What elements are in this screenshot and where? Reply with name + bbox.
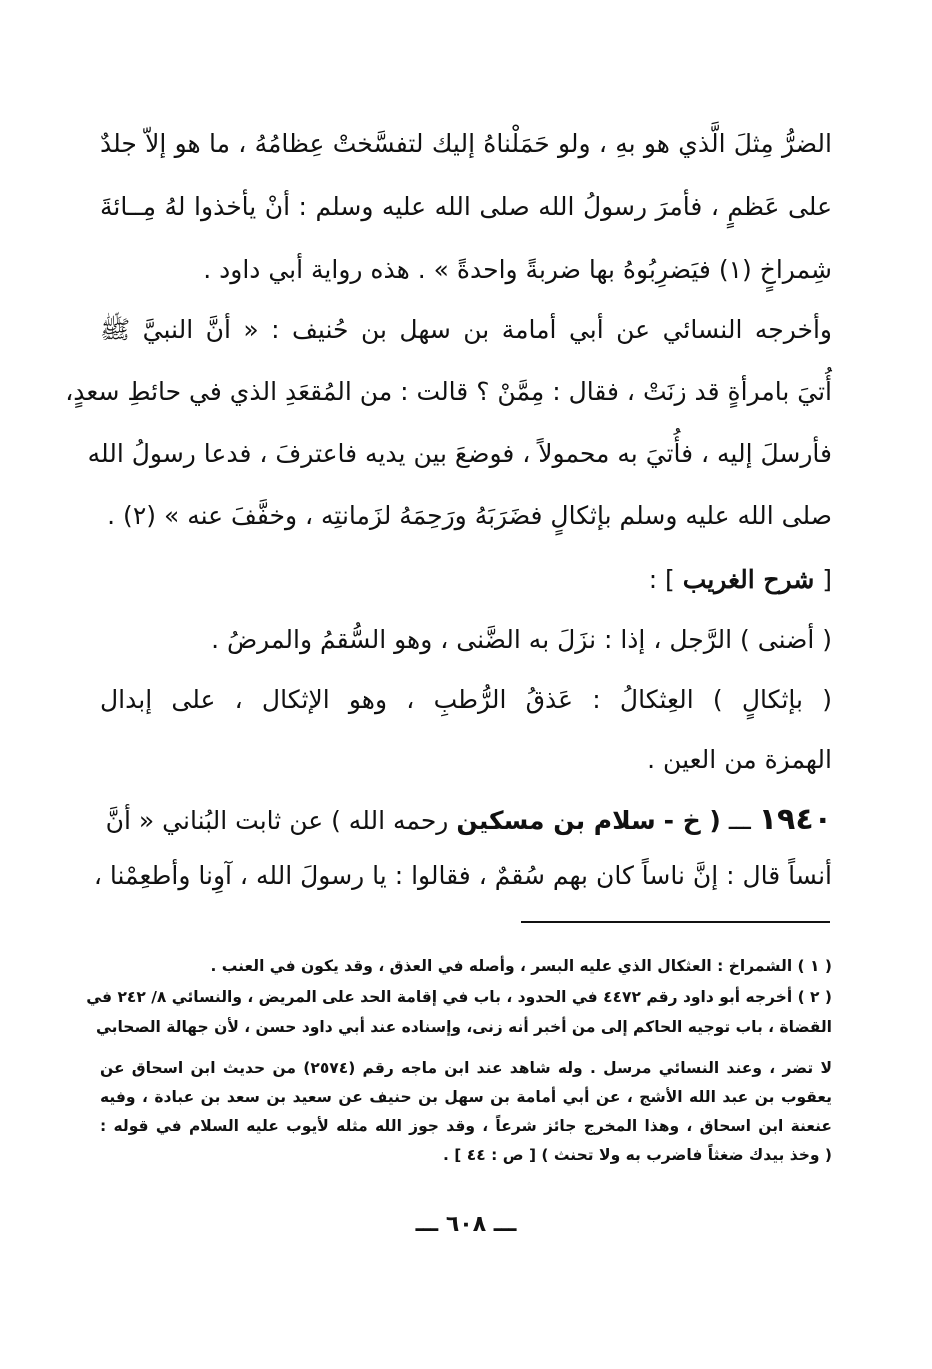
footnote-2-line-3: لا تضر ، وعند النسائي مرسل . وله شاهد عند ابن ماجه رقم (٢٥٧٤) من حديث ابن اسحاق عن [100,1059,832,1077]
footnote-2-line-2: القضاة ، باب توجيه الحاكم إلى من أخبر أنه زنى، وإسناده عند أبي داود حسن ، لأن جهالة الصحابي [95,1018,832,1036]
gharib-heading-label: شرح الغريب [682,565,815,594]
body-line-6: فأرسلَ إليه ، فأُتيَ به محمولاً ، فوضعَ بين يديه فاعترفَ ، فدعا رسولُ الله [87,439,832,468]
gharib-heading [100,560,832,600]
hadith-source-name: سلام بن مسكين [456,806,656,835]
footnote-2-line-1: ( ٢ ) أخرجه أبو داود رقم ٤٤٧٢ في الحدود ، باب في إقامة الحد على المريض ، والنسائي ٨/ ٢٤٢ في [86,988,832,1006]
footnote-2-line-4: يعقوب بن عبد الله الأشج ، عن أبي أمامة بن سهل بن حنيف عن سعيد بن سعد بن عبادة ، وفيه [100,1088,832,1106]
hadith-source-open: ( خ - [663,806,721,835]
hadith-1940-line-2: أنساً قال : إنَّ ناساً كان بهم سُقمٌ ، فقالوا : يا رسولَ الله ، آوِنا وأطعِمْنا ، [93,861,832,890]
footnote-2-line-5: عنعنة ابن اسحاق ، وهذا المخرج جائز شرعاً ، وقد جوز الله مثله لأيوب عليه السلام في قوله : [100,1117,832,1135]
body-line-2: على عَظمٍ ، فأمرَ رسولُ الله صلى الله عليه وسلم : أنْ يأخذوا لهُ مِــائةَ [100,192,832,221]
body-line-5: أُتيَ بامرأةٍ قد زنَتْ ، فقال : مِمَّنْ ؟ قالت : من المُقعَدِ الذي في حائطِ سعدٍ، [65,377,832,406]
hadith-source-close: رحمه الله ) [331,806,449,835]
gharib-line-3: الهمزة من العين . [647,745,832,774]
page-number: ـــ ٦٠٨ ـــ [415,1212,517,1237]
body-line-4: وأخرجه النسائي عن أبي أمامة بن سهل بن حُنيف : « أنَّ النبيَّ ﷺ [100,315,832,344]
footnote-separator [521,921,830,923]
body-line-1: الضرُّ مِثلَ الَّذي هو بهِ ، ولو حَمَلْناهُ إليك لتفسَّختْ عِظامُهُ ، ما هو إلاّ جلدٌ [100,129,832,158]
hadith-1940-line-1 [100,800,832,840]
gharib-line-2: ( بإثكالٍ ) العِثكالُ : عَذقُ الرُّطبِ ، وهو الإثكال ، على إبدال [100,685,832,714]
hadith-rest: عن ثابت البُناني « أنَّ [105,806,324,835]
gharib-heading-open: [ [822,565,832,594]
hadith-number: ١٩٤٠ [758,802,832,837]
footnote-1: ( ١ ) الشمراخ : العثكال الذي عليه البسر ، وأصله في العذق ، وقد يكون في العنب . [210,957,832,975]
body-line-7: صلى الله عليه وسلم بإثكالٍ فضَرَبَهُ ورَحِمَهُ لزَمانتِه ، وخفَّفَ عنه » (٢) . [107,501,832,530]
footnote-2-line-6: ( وخذ بيدك ضغثاً فاضرب به ولا تحنث ) [ ص : ٤٤ ] . [443,1146,832,1164]
gharib-line-1: ( أضنى ) الرَّجل ، إذا : نزَلَ به الضَّنى ، وهو السُّقمُ والمرضُ . [211,625,832,654]
gharib-heading-close: ] : [648,565,675,594]
hadith-dash: ـــ [728,806,751,835]
body-line-3: شِمراخٍ (١) فيَضرِبُوهُ بها ضربةً واحدةً » . هذه رواية أبي داود . [203,255,832,284]
